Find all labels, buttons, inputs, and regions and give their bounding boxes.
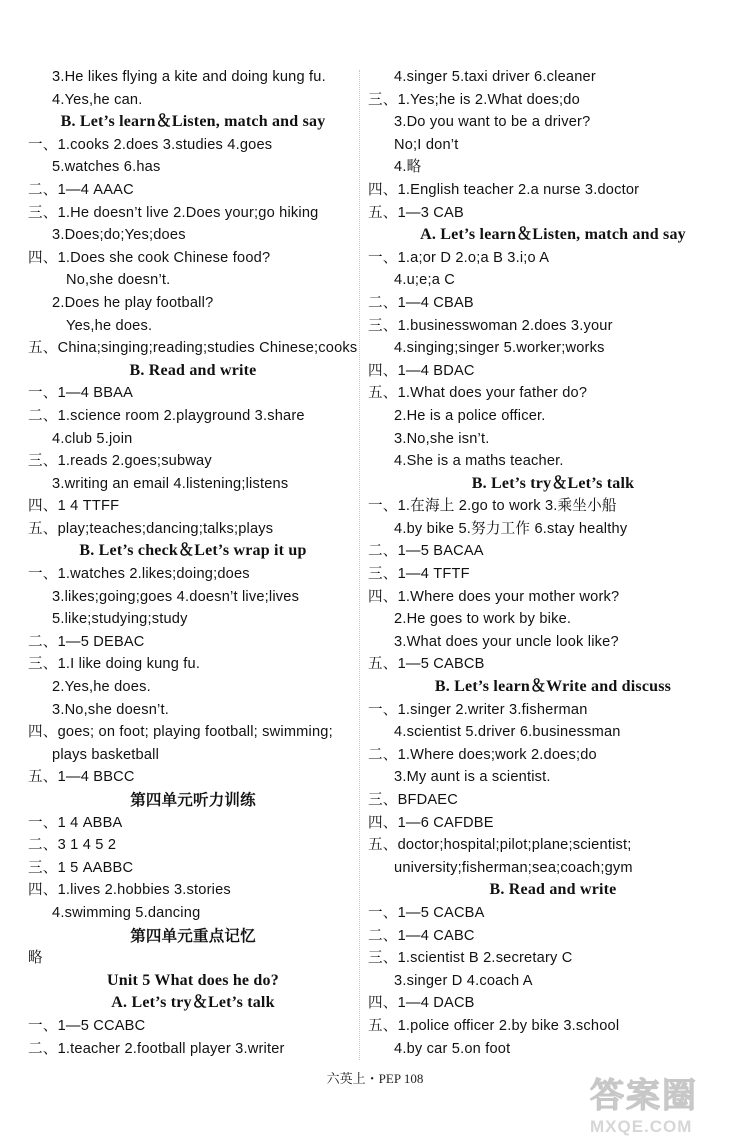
answer-line: 5.watches 6.has	[52, 159, 161, 176]
left-column	[28, 66, 358, 1060]
answer-line: 一、1—4 BBAA	[28, 385, 134, 402]
section-heading: B. Let’s check＆Let’s wrap it up	[79, 542, 307, 560]
answer-line: 3.writing an email 4.listening;listens	[52, 475, 289, 492]
answer-line: 四、1—6 CAFDBE	[368, 814, 494, 831]
answer-line: 五、1—3 CAB	[368, 204, 464, 221]
answer-line: 4.by car 5.on foot	[394, 1040, 511, 1057]
answer-line: 三、1.He doesn’t live 2.Does your;go hiking	[28, 204, 319, 221]
page-footer: 六英上・PEP 108	[326, 1071, 424, 1086]
answer-line: 4.scientist 5.driver 6.businessman	[394, 724, 621, 741]
answer-line: 五、1—4 BBCC	[28, 769, 135, 786]
answer-line: 一、1—5 CCABC	[28, 1017, 146, 1034]
answer-line: 4.singing;singer 5.worker;works	[394, 340, 605, 357]
section-heading: 第四单元重点记忆	[130, 926, 256, 945]
answer-line: 4.u;e;a C	[394, 272, 456, 289]
section-heading: Unit 5 What does he do?	[107, 971, 279, 989]
answer-line: 五、doctor;hospital;pilot;plane;scientist;	[368, 837, 632, 854]
answer-line: 3.No,she isn’t.	[394, 430, 490, 447]
answer-line: 三、1.I like doing kung fu.	[28, 656, 201, 673]
answer-line: 3.singer D 4.coach A	[394, 972, 533, 989]
section-heading: B. Let’s learn＆Write and discuss	[434, 678, 672, 696]
answer-line: 一、1.singer 2.writer 3.fisherman	[368, 701, 588, 718]
answer-line: 三、1—4 TFTF	[368, 566, 470, 583]
section-heading: 第四单元听力训练	[130, 791, 256, 809]
answer-line: 一、1—5 CACBA	[368, 904, 485, 921]
section-heading: B. Read and write	[489, 881, 617, 899]
answer-line: 二、1—4 CBAB	[368, 294, 474, 311]
answer-line: 四、1.English teacher 2.a nurse 3.doctor	[368, 181, 640, 198]
section-heading: B. Let’s try＆Let’s talk	[471, 474, 635, 492]
answer-line: 一、1.在海上 2.go to work 3.乘坐小船	[368, 498, 617, 515]
answer-line: 二、1—4 CABC	[368, 927, 475, 944]
answer-line: 4.Yes,he can.	[52, 91, 143, 108]
answer-line: 五、1—5 CABCB	[368, 656, 485, 673]
answer-line: 3.He likes flying a kite and doing kung fu.	[52, 69, 326, 85]
answer-line: 五、1.What does your father do?	[368, 385, 588, 402]
answer-line: 五、play;teaches;dancing;talks;plays	[28, 520, 274, 537]
answer-line: 三、1.businesswoman 2.does 3.your	[368, 317, 613, 334]
answer-line: 五、China;singing;reading;studies Chinese;cooks	[28, 340, 358, 357]
answer-line: 三、1.reads 2.goes;subway	[28, 453, 212, 470]
answer-line: 一、1.a;or D 2.o;a B 3.i;o A	[368, 249, 550, 266]
answer-line: 略	[28, 950, 43, 967]
answer-line: 2.He goes to work by bike.	[394, 611, 572, 628]
answer-line: plays basketball	[52, 746, 160, 763]
section-heading: A. Let’s learn＆Listen, match and say	[420, 226, 686, 244]
answer-line: 四、1 4 TTFF	[28, 498, 120, 515]
answer-line: 四、1.Where does your mother work?	[368, 588, 620, 605]
answer-line: No;I don’t	[394, 136, 459, 153]
answer-line: 3.Does;do;Yes;does	[52, 227, 186, 244]
answer-line: 四、1.Does she cook Chinese food?	[28, 249, 271, 266]
answer-line: 一、1.watches 2.likes;doing;does	[28, 566, 250, 583]
watermark-title: 答案圈	[590, 1076, 698, 1116]
answer-line: 四、goes; on foot; playing football; swimming;	[28, 724, 333, 741]
right-column	[368, 66, 738, 1060]
answer-line: 四、1.lives 2.hobbies 3.stories	[28, 882, 231, 899]
answer-line: 二、1.teacher 2.football player 3.writer	[28, 1040, 285, 1057]
answer-line: 一、1 4 ABBA	[28, 814, 123, 831]
answer-line: 3.My aunt is a scientist.	[394, 769, 551, 786]
answer-line: 2.He is a police officer.	[394, 407, 546, 424]
answer-line: 4.略	[394, 159, 422, 176]
column-divider	[359, 70, 361, 1060]
answer-line: 五、1.police officer 2.by bike 3.school	[368, 1017, 620, 1034]
answer-line: 三、1 5 AABBC	[28, 859, 134, 876]
answer-line: university;fisherman;sea;coach;gym	[394, 859, 633, 876]
answer-line: 二、1.science room 2.playground 3.share	[28, 407, 305, 424]
answer-line: 3.No,she doesn’t.	[52, 701, 169, 718]
answer-line: 三、1.scientist B 2.secretary C	[368, 950, 573, 967]
answer-line: 二、1—5 BACAA	[368, 543, 484, 560]
section-heading: B. Let’s learn＆Listen, match and say	[60, 113, 326, 131]
answer-line: No,she doesn’t.	[66, 272, 171, 289]
watermark-logo	[590, 1068, 740, 1142]
answer-line: 二、1.Where does;work 2.does;do	[368, 746, 597, 763]
answer-line: 3.likes;going;goes 4.doesn’t live;lives	[52, 588, 300, 605]
answer-line: 4.club 5.join	[52, 430, 133, 447]
section-heading: B. Read and write	[129, 361, 257, 379]
answer-line: 四、1—4 BDAC	[368, 362, 475, 379]
answer-line: Yes,he does.	[66, 317, 153, 334]
section-heading: A. Let’s try＆Let’s talk	[111, 994, 275, 1012]
answer-line: 3.Do you want to be a driver?	[394, 114, 591, 131]
answer-line: 二、1—4 AAAC	[28, 181, 134, 198]
answer-line: 2.Does he play football?	[52, 294, 214, 311]
answer-line: 4.singer 5.taxi driver 6.cleaner	[394, 69, 596, 85]
answer-line: 4.by bike 5.努力工作 6.stay healthy	[394, 520, 628, 537]
answer-line: 4.swimming 5.dancing	[52, 904, 201, 921]
answer-line: 3.What does your uncle look like?	[394, 633, 619, 650]
answer-line: 三、BFDAEC	[368, 792, 458, 808]
answer-line: 2.Yes,he does.	[52, 679, 151, 696]
answer-line: 4.She is a maths teacher.	[394, 453, 564, 470]
watermark-site: MXQE.COM	[590, 1117, 693, 1136]
answer-line: 二、1—5 DEBAC	[28, 633, 145, 650]
answer-line: 一、1.cooks 2.does 3.studies 4.goes	[28, 136, 273, 153]
answer-line: 四、1—4 DACB	[368, 995, 475, 1012]
answer-line: 二、3 1 4 5 2	[28, 837, 117, 854]
answer-line: 5.like;studying;study	[52, 611, 188, 628]
answer-line: 三、1.Yes;he is 2.What does;do	[368, 91, 580, 108]
